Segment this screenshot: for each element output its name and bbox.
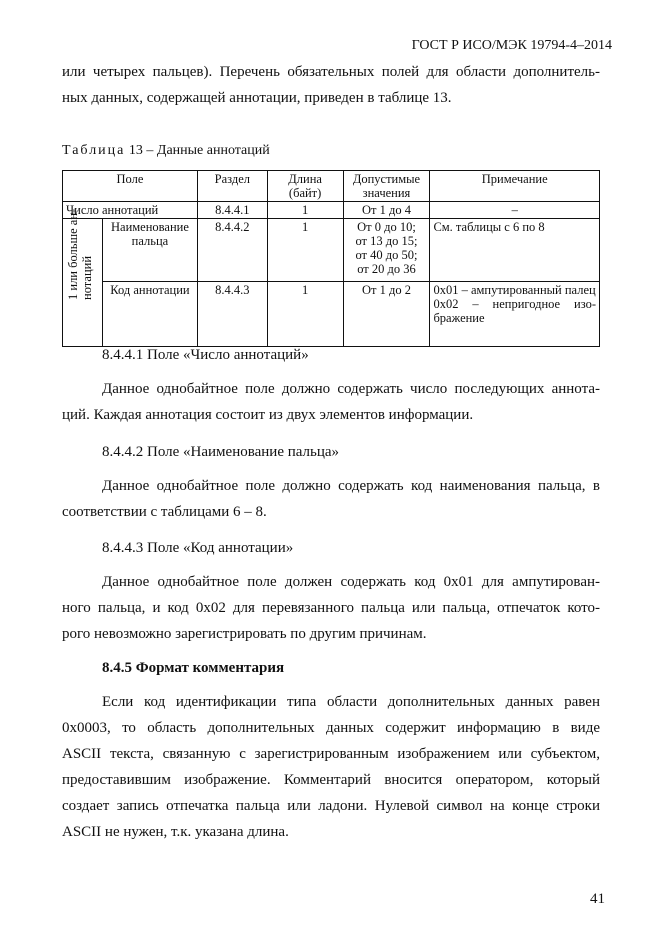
value-line: от 40 до 50;	[355, 248, 418, 262]
cell: См. таблицы с 6 по 8	[430, 219, 600, 282]
table-row	[63, 282, 600, 347]
text-line: Данное однобайтное поле должно содержать число последующих аннота-	[102, 381, 600, 397]
annotation-data-table	[62, 170, 600, 347]
paragraph	[62, 473, 600, 525]
paragraph	[62, 376, 600, 428]
cell: 8.4.4.3	[197, 282, 267, 347]
text-line: 0x0003, то область дополнительных данных содержит информацию в виде	[62, 720, 600, 736]
paragraph	[62, 569, 600, 647]
text-line: Данное однобайтное поле должно содержать код наименования пальца, в	[102, 478, 600, 494]
cell: Наименование пальца	[102, 219, 197, 282]
text-line: ASCII не нужен, т.к. указана длина.	[62, 824, 289, 840]
intro-paragraph	[62, 59, 600, 111]
cell	[343, 219, 430, 282]
note-line: 0x01 – ампутированный палец	[433, 283, 596, 297]
section-heading: 8.4.4.2 Поле «Наименование пальца»	[102, 444, 340, 460]
section-heading: 8.4.4.1 Поле «Число аннотаций»	[102, 347, 309, 363]
text-line: Если код идентификации типа области дополнительных данных равен	[102, 694, 600, 710]
text-line: Данное однобайтное поле должен содержать код 0x01 для ампутирован-	[102, 574, 600, 590]
cell: От 1 до 2	[343, 282, 430, 347]
cell: –	[430, 202, 600, 219]
page-number: 41	[590, 891, 605, 907]
value-line: От 0 до 10;	[357, 220, 416, 234]
paragraph	[62, 689, 600, 845]
running-header: ГОСТ Р ИСО/МЭК 19794-4–2014	[411, 38, 612, 53]
text-line: ASCII текста, связанную с зарегистрированным изображением или субъектом,	[62, 746, 600, 762]
table-caption	[62, 143, 270, 159]
section-heading: 8.4.5 Формат комментария	[102, 660, 285, 676]
text-line: или четырех пальцев). Перечень обязательных полей для области дополнитель-	[62, 64, 600, 80]
text-line: создает запись отпечатка пальца или ладони. Нулевой символ на конце строки	[62, 798, 600, 814]
group-label-cell	[63, 208, 103, 347]
cell	[430, 282, 600, 347]
header-cell: Примечание	[430, 171, 600, 202]
text-line: соответствии с таблицами 6 – 8.	[62, 504, 267, 520]
cell: 1	[267, 202, 343, 219]
text-line: ного пальца, и код 0x02 для перевязанного пальца или пальца, отпечаток кото-	[62, 600, 600, 616]
table-row	[63, 202, 600, 219]
text-line: рого невозможно зарегистрировать по другим причинам.	[62, 626, 427, 642]
text-line: ций. Каждая аннотация состоит из двух элементов информации.	[62, 407, 474, 423]
value-line: от 13 до 15;	[355, 234, 418, 248]
caption-text: 13 – Данные аннотаций	[125, 143, 270, 158]
group-label: 1 или больше ан-	[66, 208, 80, 300]
header-cell: Допустимые значения	[343, 171, 430, 202]
note-line: 0x02 – непригодное изо-бражение	[433, 297, 596, 325]
header-cell: Длина (байт)	[267, 171, 343, 202]
cell: 8.4.4.1	[197, 202, 267, 219]
text-line: ных данных, содержащей аннотации, приведен в таблице 13.	[62, 90, 452, 106]
cell: Код аннотации	[102, 282, 197, 347]
cell: От 1 до 4	[343, 202, 430, 219]
header-cell: Раздел	[197, 171, 267, 202]
group-label: нотаций	[80, 255, 94, 300]
cell: 1	[267, 282, 343, 347]
cell: 8.4.4.2	[197, 219, 267, 282]
text-line: предоставившим изображение. Комментарий вносится оператором, который	[62, 772, 600, 788]
caption-prefix: Таблица	[62, 143, 126, 158]
section-heading: 8.4.4.3 Поле «Код аннотации»	[102, 540, 294, 556]
table-header-row	[63, 171, 600, 202]
table-row	[63, 219, 600, 282]
cell: Число аннотаций	[63, 202, 198, 219]
value-line: от 20 до 36	[357, 262, 416, 276]
header-cell: Поле	[63, 171, 198, 202]
cell: 1	[267, 219, 343, 282]
